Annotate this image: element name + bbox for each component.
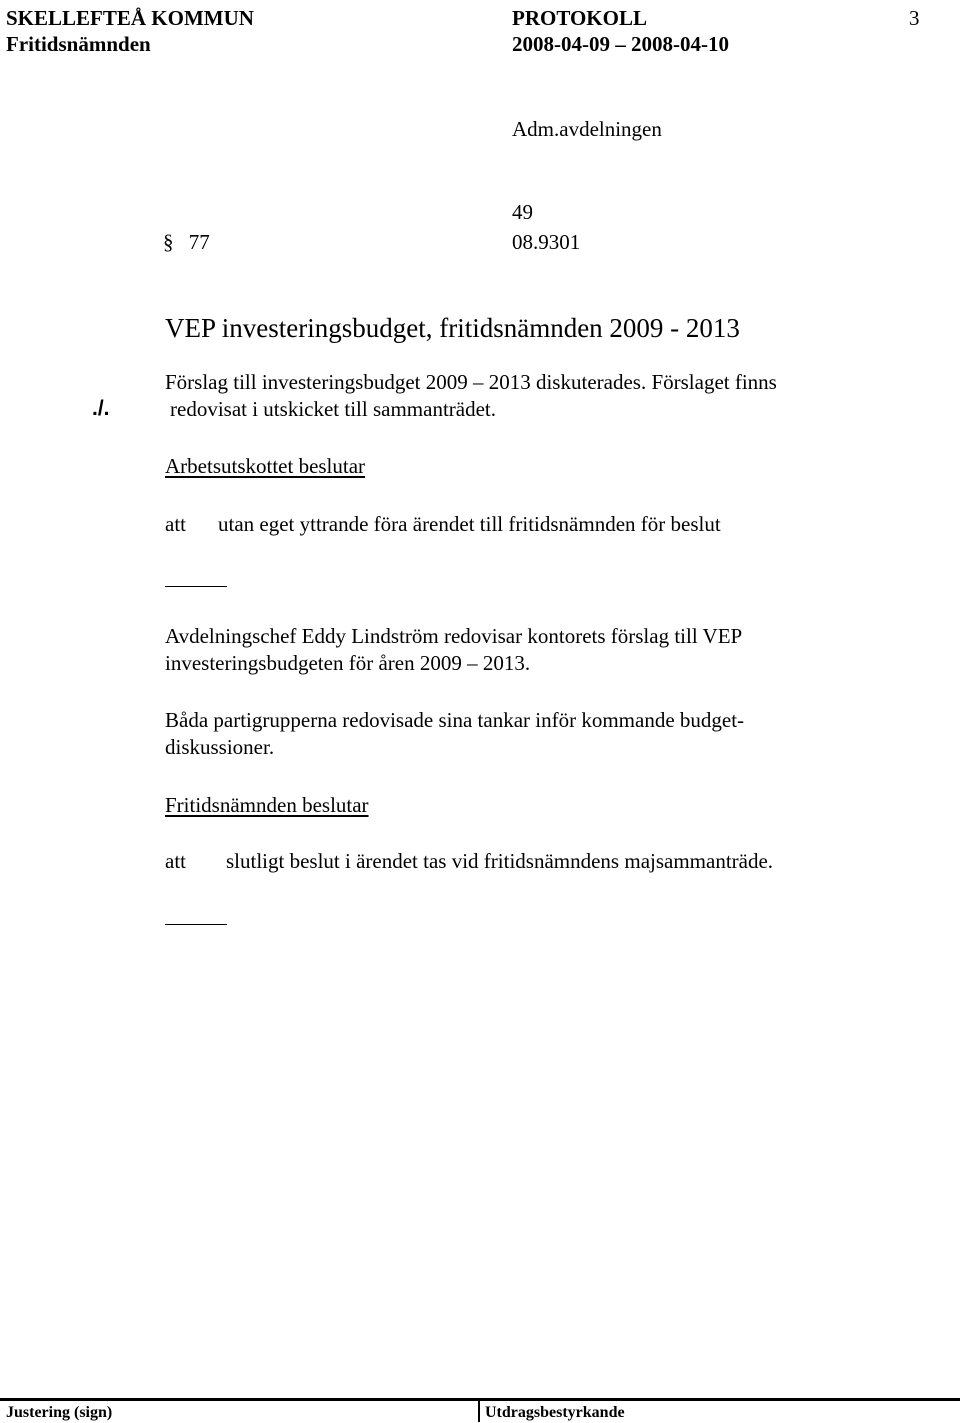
fn-att: att xyxy=(165,849,186,873)
separator-line xyxy=(165,586,227,587)
au-decision: utan eget yttrande föra ärendet till fritidsnämnden för beslut xyxy=(218,512,721,536)
page-number: 3 xyxy=(909,6,920,30)
paragraph-value: 77 xyxy=(188,230,210,254)
section-title: VEP investeringsbudget, fritidsnämnden 2009 - 2013 xyxy=(165,313,740,343)
signature-label: Justering (sign) xyxy=(6,1404,113,1421)
attachment-marker: ./. xyxy=(92,397,110,420)
separator-line xyxy=(165,924,227,925)
discussion-line-1: Avdelningschef Eddy Lindström redovisar kontorets förslag till VEP xyxy=(165,624,743,648)
paragraph-symbol: § xyxy=(163,230,174,254)
intro-line-2: redovisat i utskicket till sammanträdet. xyxy=(170,397,497,421)
municipality-name: SKELLEFTEÅ KOMMUN xyxy=(6,6,254,30)
fn-decision: slutligt beslut i ärendet tas vid fritidsnämndens majsammanträde. xyxy=(226,849,774,873)
meeting-dates: 2008-04-09 – 2008-04-10 xyxy=(512,32,729,56)
department: Adm.avdelningen xyxy=(512,117,662,141)
intro-line-1: Förslag till investeringsbudget 2009 – 2013 diskuterades. Förslaget finns xyxy=(165,370,777,394)
extract-label: Utdragsbestyrkande xyxy=(485,1404,625,1421)
au-heading: Arbetsutskottet beslutar xyxy=(165,454,366,478)
document-type: PROTOKOLL xyxy=(512,6,647,30)
discussion-line-2: investeringsbudgeten för åren 2009 – 2013. xyxy=(165,651,531,675)
case-reference: 08.9301 xyxy=(512,230,581,254)
committee-name: Fritidsnämnden xyxy=(6,32,151,56)
discussion-line-4: diskussioner. xyxy=(165,735,275,759)
footer-rule xyxy=(0,1398,960,1401)
paragraph-number xyxy=(163,230,210,254)
fn-heading: Fritidsnämnden beslutar xyxy=(165,793,369,817)
discussion-line-3: Båda partigrupperna redovisade sina tankar inför kommande budget- xyxy=(165,708,745,732)
au-att: att xyxy=(165,512,186,536)
footer-divider xyxy=(478,1398,480,1422)
case-number: 49 xyxy=(512,200,533,224)
